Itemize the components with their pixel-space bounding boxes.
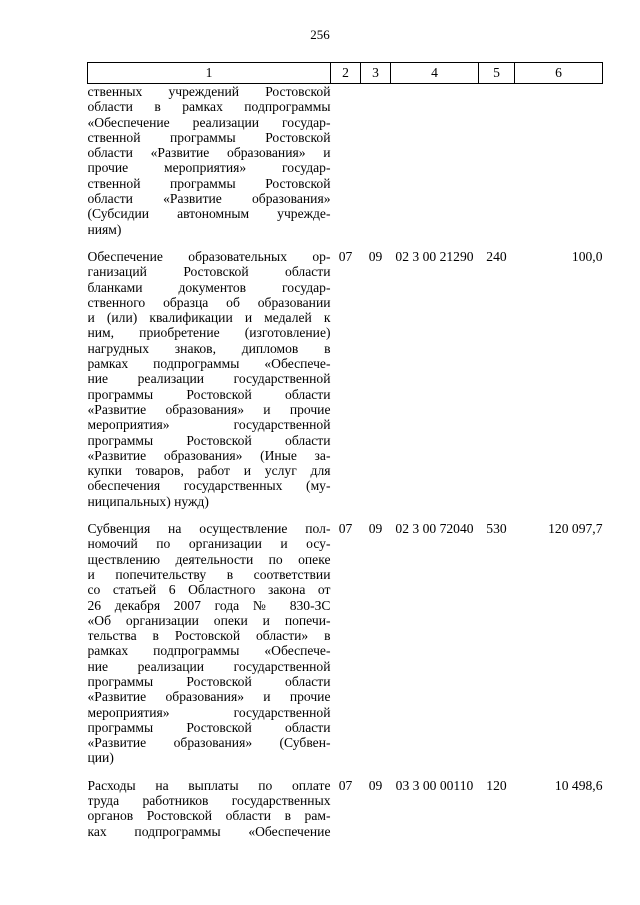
amount: 120 097,7 xyxy=(548,521,603,537)
description-line: «Об организации опеки и попечи- xyxy=(87,612,331,628)
description-line: рамках подпрограммы «Обеспече- xyxy=(87,643,331,659)
description-line: прочие мероприятия» государ- xyxy=(87,160,331,176)
description-line: Субвенция на осуществление пол- xyxy=(87,521,331,537)
section-code: 07 xyxy=(338,777,353,793)
description-line: области «Развитие образования» xyxy=(87,191,331,207)
budget-table xyxy=(87,62,603,839)
table-row xyxy=(88,249,603,509)
description-line: Обеспечение образовательных ор- xyxy=(87,248,331,264)
target-article-code: 03 3 00 00110 xyxy=(395,777,474,793)
subsection-code xyxy=(361,84,391,237)
description-line: программы Ростовской области xyxy=(87,386,331,402)
description-line: ние реализации государственной xyxy=(87,658,331,674)
description-line: «Развитие образования» и прочие xyxy=(87,689,331,705)
subsection-code: 09 xyxy=(368,777,383,793)
table-body xyxy=(88,84,603,839)
expense-type-code: 240 xyxy=(486,248,507,264)
description-line: труда работников государственных xyxy=(87,793,331,809)
description-line: со статьей 6 Областного закона от xyxy=(87,582,331,598)
row-description xyxy=(88,84,331,237)
description-line: ственной программы Ростовской xyxy=(87,175,331,191)
column-header-6: 6 xyxy=(515,63,603,84)
expense-type-code: 120 xyxy=(486,777,507,793)
description-line: программы Ростовской области xyxy=(87,673,331,689)
description-line: ниям) xyxy=(87,221,122,237)
section-code: 07 xyxy=(338,521,353,537)
description-line: ганизаций Ростовской области xyxy=(87,264,331,280)
description-line: номочий по организации и осу- xyxy=(87,536,331,552)
target-article-code: 02 3 00 21290 xyxy=(395,248,474,264)
section-code: 07 xyxy=(338,248,353,264)
description-line: «Развитие образования» (Субвен- xyxy=(87,735,331,751)
description-line: ниципальных) нужд) xyxy=(87,493,209,509)
column-header-1: 1 xyxy=(88,63,331,84)
description-line: Расходы на выплаты по оплате xyxy=(87,777,331,793)
description-line: программы Ростовской области xyxy=(87,432,331,448)
description-line: области «Развитие образования» и xyxy=(87,145,331,161)
description-line: нагрудных знаков, дипломов в xyxy=(87,340,331,356)
row-spacer xyxy=(88,766,603,778)
table-row xyxy=(88,778,603,839)
row-description xyxy=(88,249,331,509)
description-line: 26 декабря 2007 года № 830-ЗС xyxy=(87,597,331,613)
description-line: «Обеспечение реализации государ- xyxy=(87,114,331,130)
table-header-row xyxy=(88,63,603,84)
row-spacer xyxy=(88,237,603,249)
description-line: ним, приобретение (изготовление) xyxy=(87,325,331,341)
column-header-3: 3 xyxy=(361,63,391,84)
row-description xyxy=(88,778,331,839)
description-line: ках подпрограммы «Обеспечение xyxy=(87,823,331,839)
section-code xyxy=(331,84,361,237)
description-line: ние реализации государственной xyxy=(87,371,331,387)
amount xyxy=(515,84,603,237)
table-row xyxy=(88,521,603,766)
description-line: «Развитие образования» (Иные за- xyxy=(87,447,331,463)
description-line: ственного образца об образовании xyxy=(87,294,331,310)
description-line: мероприятия» государственной xyxy=(87,417,331,433)
description-line: органов Ростовской области в рам- xyxy=(87,808,331,824)
column-header-2: 2 xyxy=(331,63,361,84)
description-line: мероприятия» государственной xyxy=(87,704,331,720)
description-line: купки товаров, работ и услуг для xyxy=(87,463,331,479)
description-line: области в рамках подпрограммы xyxy=(87,99,331,115)
target-article-code xyxy=(391,84,479,237)
page-number: 256 xyxy=(310,27,330,42)
description-line: и (или) квалификации и медалей к xyxy=(87,310,331,326)
table-row xyxy=(88,84,603,237)
amount: 10 498,6 xyxy=(554,777,603,793)
description-line: тельства в Ростовской области» в xyxy=(87,628,331,644)
column-header-5: 5 xyxy=(479,63,515,84)
description-line: программы Ростовской области xyxy=(87,719,331,735)
description-line: и попечительству в соответствии xyxy=(87,566,331,582)
description-line: (Субсидии автономным учрежде- xyxy=(87,206,331,222)
description-line: ществлению деятельности по опеке xyxy=(87,551,331,567)
row-spacer xyxy=(88,509,603,521)
description-line: ственных учреждений Ростовской xyxy=(87,84,331,99)
description-line: рамках подпрограммы «Обеспече- xyxy=(87,356,331,372)
expense-type-code xyxy=(479,84,515,237)
amount: 100,0 xyxy=(571,248,603,264)
subsection-code: 09 xyxy=(368,521,383,537)
description-line: обеспечения государственных (му- xyxy=(87,478,331,494)
expense-type-code: 530 xyxy=(486,521,507,537)
description-line: ции) xyxy=(87,750,114,766)
subsection-code: 09 xyxy=(368,248,383,264)
description-line: бланками документов государ- xyxy=(87,279,331,295)
row-description xyxy=(88,521,331,766)
target-article-code: 02 3 00 72040 xyxy=(395,521,474,537)
description-line: «Развитие образования» и прочие xyxy=(87,401,331,417)
column-header-4: 4 xyxy=(391,63,479,84)
description-line: ственной программы Ростовской xyxy=(87,129,331,145)
